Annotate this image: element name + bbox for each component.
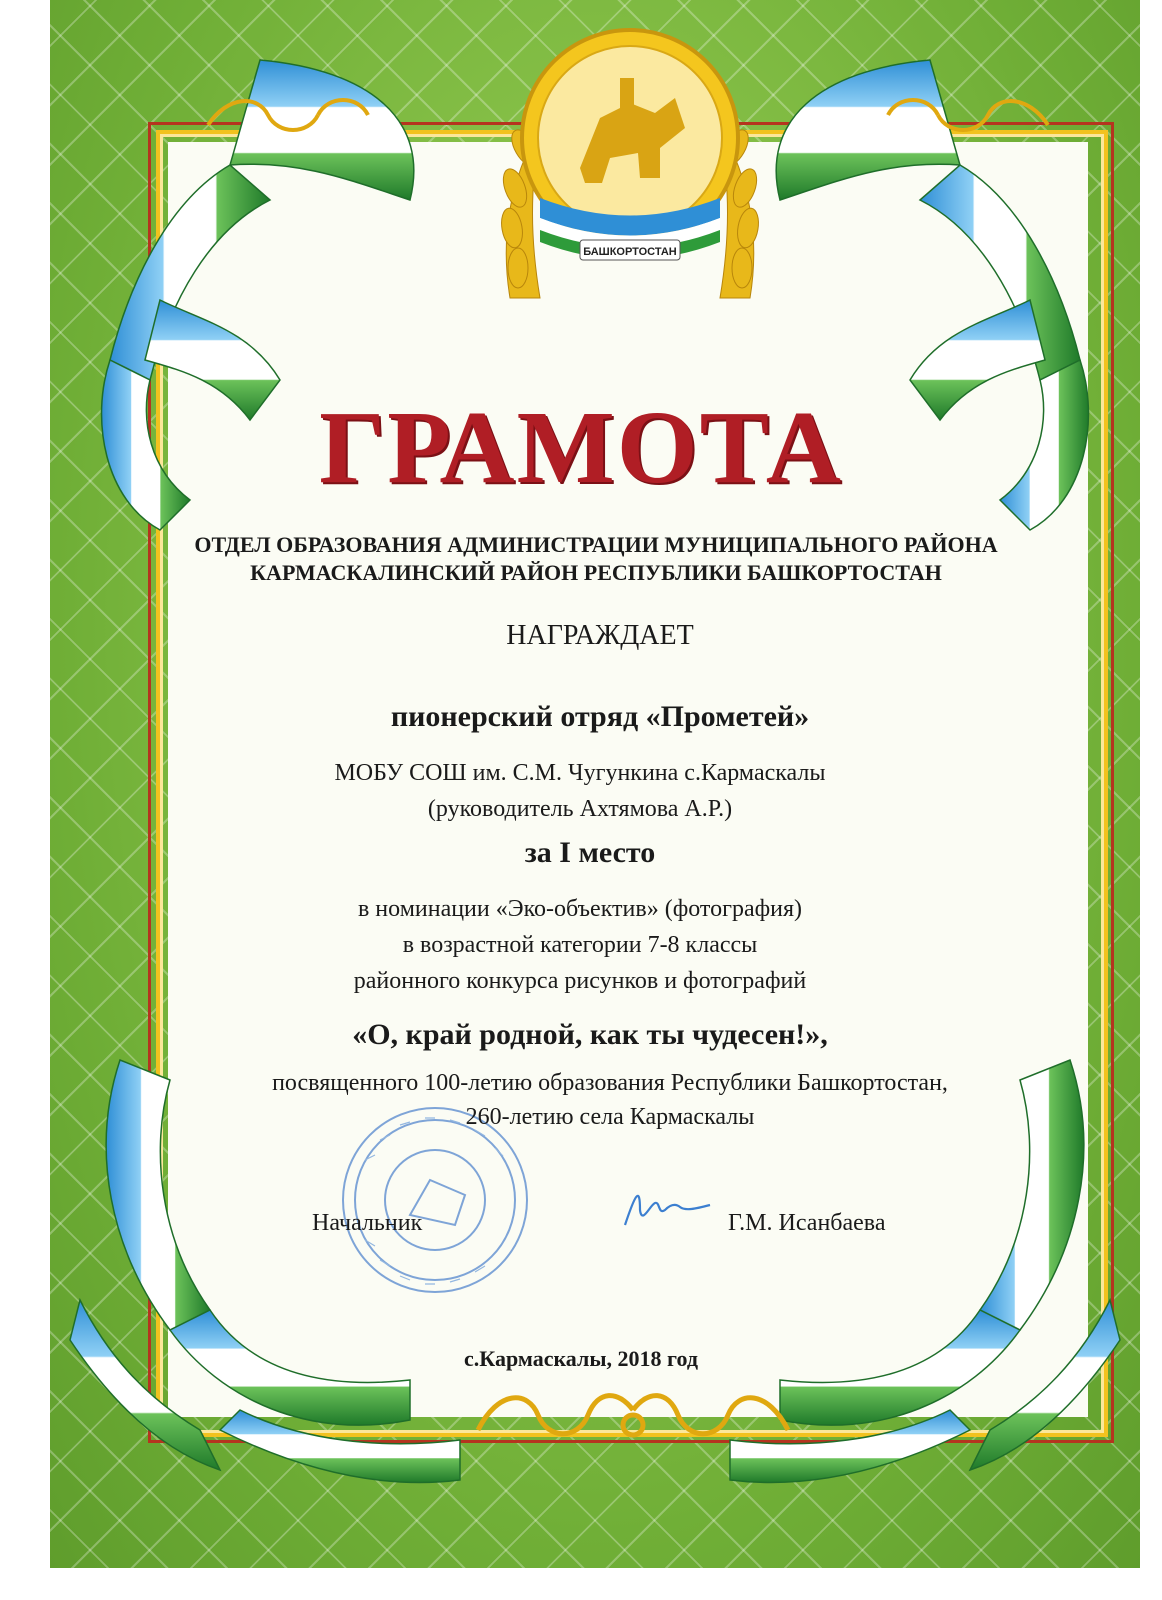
issuer-line-2: КАРМАСКАЛИНСКИЙ РАЙОН РЕСПУБЛИКИ БАШКОРТОСТАН [250, 560, 942, 585]
emblem-label: БАШКОРТОСТАН [583, 246, 677, 258]
issuer-line-1: ОТДЕЛ ОБРАЗОВАНИЯ АДМИНИСТРАЦИИ МУНИЦИПАЛЬНОГО РАЙОНА [194, 532, 998, 557]
recipient-name: пионерский отряд «Прометей» [390, 700, 810, 733]
place-and-date: с.Кармаскалы, 2018 год [464, 1346, 698, 1371]
contest-name: «О, край родной, как ты чудесен!», [352, 1018, 828, 1051]
signer-name: Г.М. Исанбаева [728, 1210, 886, 1236]
bashkortostan-emblem [470, 18, 790, 318]
leader-name: (руководитель Ахтямова А.Р.) [427, 796, 733, 822]
handwritten-signature [610, 1175, 720, 1235]
award-place: за I место [524, 836, 656, 869]
school-name: МОБУ СОШ им. С.М. Чугункина с.Кармаскалы [334, 760, 826, 786]
age-category-text: в возрастной категории 7-8 классы [402, 932, 758, 958]
bottom-gold-ornament [468, 1380, 798, 1450]
signer-role: Начальник [312, 1210, 423, 1236]
dedication-line-2: 260-летию села Кармаскалы [465, 1104, 755, 1130]
certificate-title: ГРАМОТА [319, 390, 843, 505]
awards-heading: НАГРАЖДАЕТ [506, 620, 694, 651]
nomination-text: в номинации «Эко-объектив» (фотография) [357, 896, 803, 922]
contest-text: районного конкурса рисунков и фотографий [353, 968, 807, 994]
dedication-line-1: посвященного 100-летию образования Республики Башкортостан, [272, 1070, 948, 1096]
